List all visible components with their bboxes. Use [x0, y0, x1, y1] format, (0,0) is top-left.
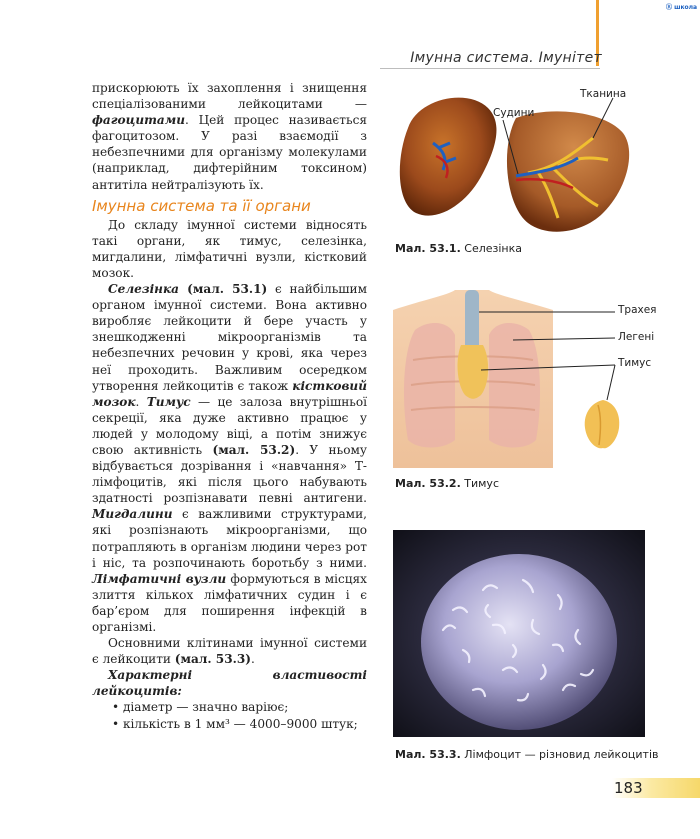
spleen-section — [507, 111, 629, 231]
header-divider — [380, 68, 600, 69]
term-bone-marrow: кістковий мозок — [92, 378, 367, 409]
figure-caption: Мал. 53.3. Лімфоцит — різновид лейкоцитів — [395, 748, 659, 761]
page-number: 183 — [614, 779, 643, 797]
paragraph-leukocytes: Основними клітинами імунної системи є лейкоцити (мал. 53.3). — [92, 636, 367, 667]
label-lungs: Легені — [618, 331, 655, 343]
term-tonsils: Мигдалини — [92, 507, 173, 522]
term-thymus: Тимус — [146, 394, 191, 409]
main-text-column — [92, 80, 367, 732]
paragraph-organs-detail: Селезінка (мал. 53.1) є найбільшим органом імунної системи. Вона активно виробляє лейкоцити й бере участь у знешкодженні мікроорганізмів та небезпечних речовин у крові, яка через неї проходить. Важливим осередком утворення лейкоцитів є також кістковий мозок. Тимус — це залоза внутрішньої секреції, яка дуже активно працює у людей у молодому віці, а потім знижує свою активність (мал. 53.2). У ньому відбувається дозрівання і «навчання» Т-лімфоцитів, які після цього набувають здатності розпізнавати певні антигени. Мигдалини є важливими структурами, які розпізнають мікроорганізми, що потрапляють в організм людини через рот і ніс, та розпочинають боротьбу з ними. Лімфатичні вузли формуються в місцях злиття кількох лімфатичних судин і є бар’єром для поширення інфекцій в організмі. — [92, 282, 367, 634]
lymphocyte-cell — [421, 554, 617, 730]
thymus-illustration — [393, 290, 653, 468]
term-spleen: Селезінка — [108, 282, 180, 297]
figure-caption: Мал. 53.2. Тимус — [395, 477, 499, 490]
label-trachea: Трахея — [618, 304, 657, 316]
publisher-watermark: Ⓡ школа — [666, 4, 698, 11]
leukocyte-properties-heading: Характерні властивості лейкоцитів: — [92, 668, 367, 699]
trachea — [465, 290, 479, 350]
paragraph-phagocytosis: прискорюють їх захоплення і знищення спеціалізованими лейкоцитами — фагоцитами. Цей процес називається фагоцитозом. У разі взаємодії з небезпечними для організму молекулами (наприклад, дифтерійним токсином) антитіла нейтралізують їх. — [92, 81, 367, 192]
term-phagocytes: фагоцитами — [92, 113, 186, 128]
spleen-whole — [400, 98, 497, 216]
running-head: Імунна система. Імунітет — [410, 50, 602, 66]
label-tissue: Тканина — [580, 88, 627, 100]
list-item: • кількість в 1 мм³ — 4000–9000 штук; — [112, 716, 358, 731]
lymphocyte-micrograph — [393, 530, 645, 737]
section-title: Імунна система та її органи — [92, 196, 311, 215]
figure-caption: Мал. 53.1. Селезінка — [395, 242, 522, 255]
paragraph-organs: До складу імунної системи відносять такі органи, як тимус, селезінка, мигдалини, лімфатичні вузли, кістковий мозок. — [92, 217, 367, 280]
term-lymph-nodes: Лімфатичні вузли — [92, 571, 227, 586]
label-vessels: Судини — [493, 107, 535, 119]
list-item: • діаметр — значно варіює; — [112, 700, 289, 715]
label-thymus: Тимус — [618, 357, 652, 369]
